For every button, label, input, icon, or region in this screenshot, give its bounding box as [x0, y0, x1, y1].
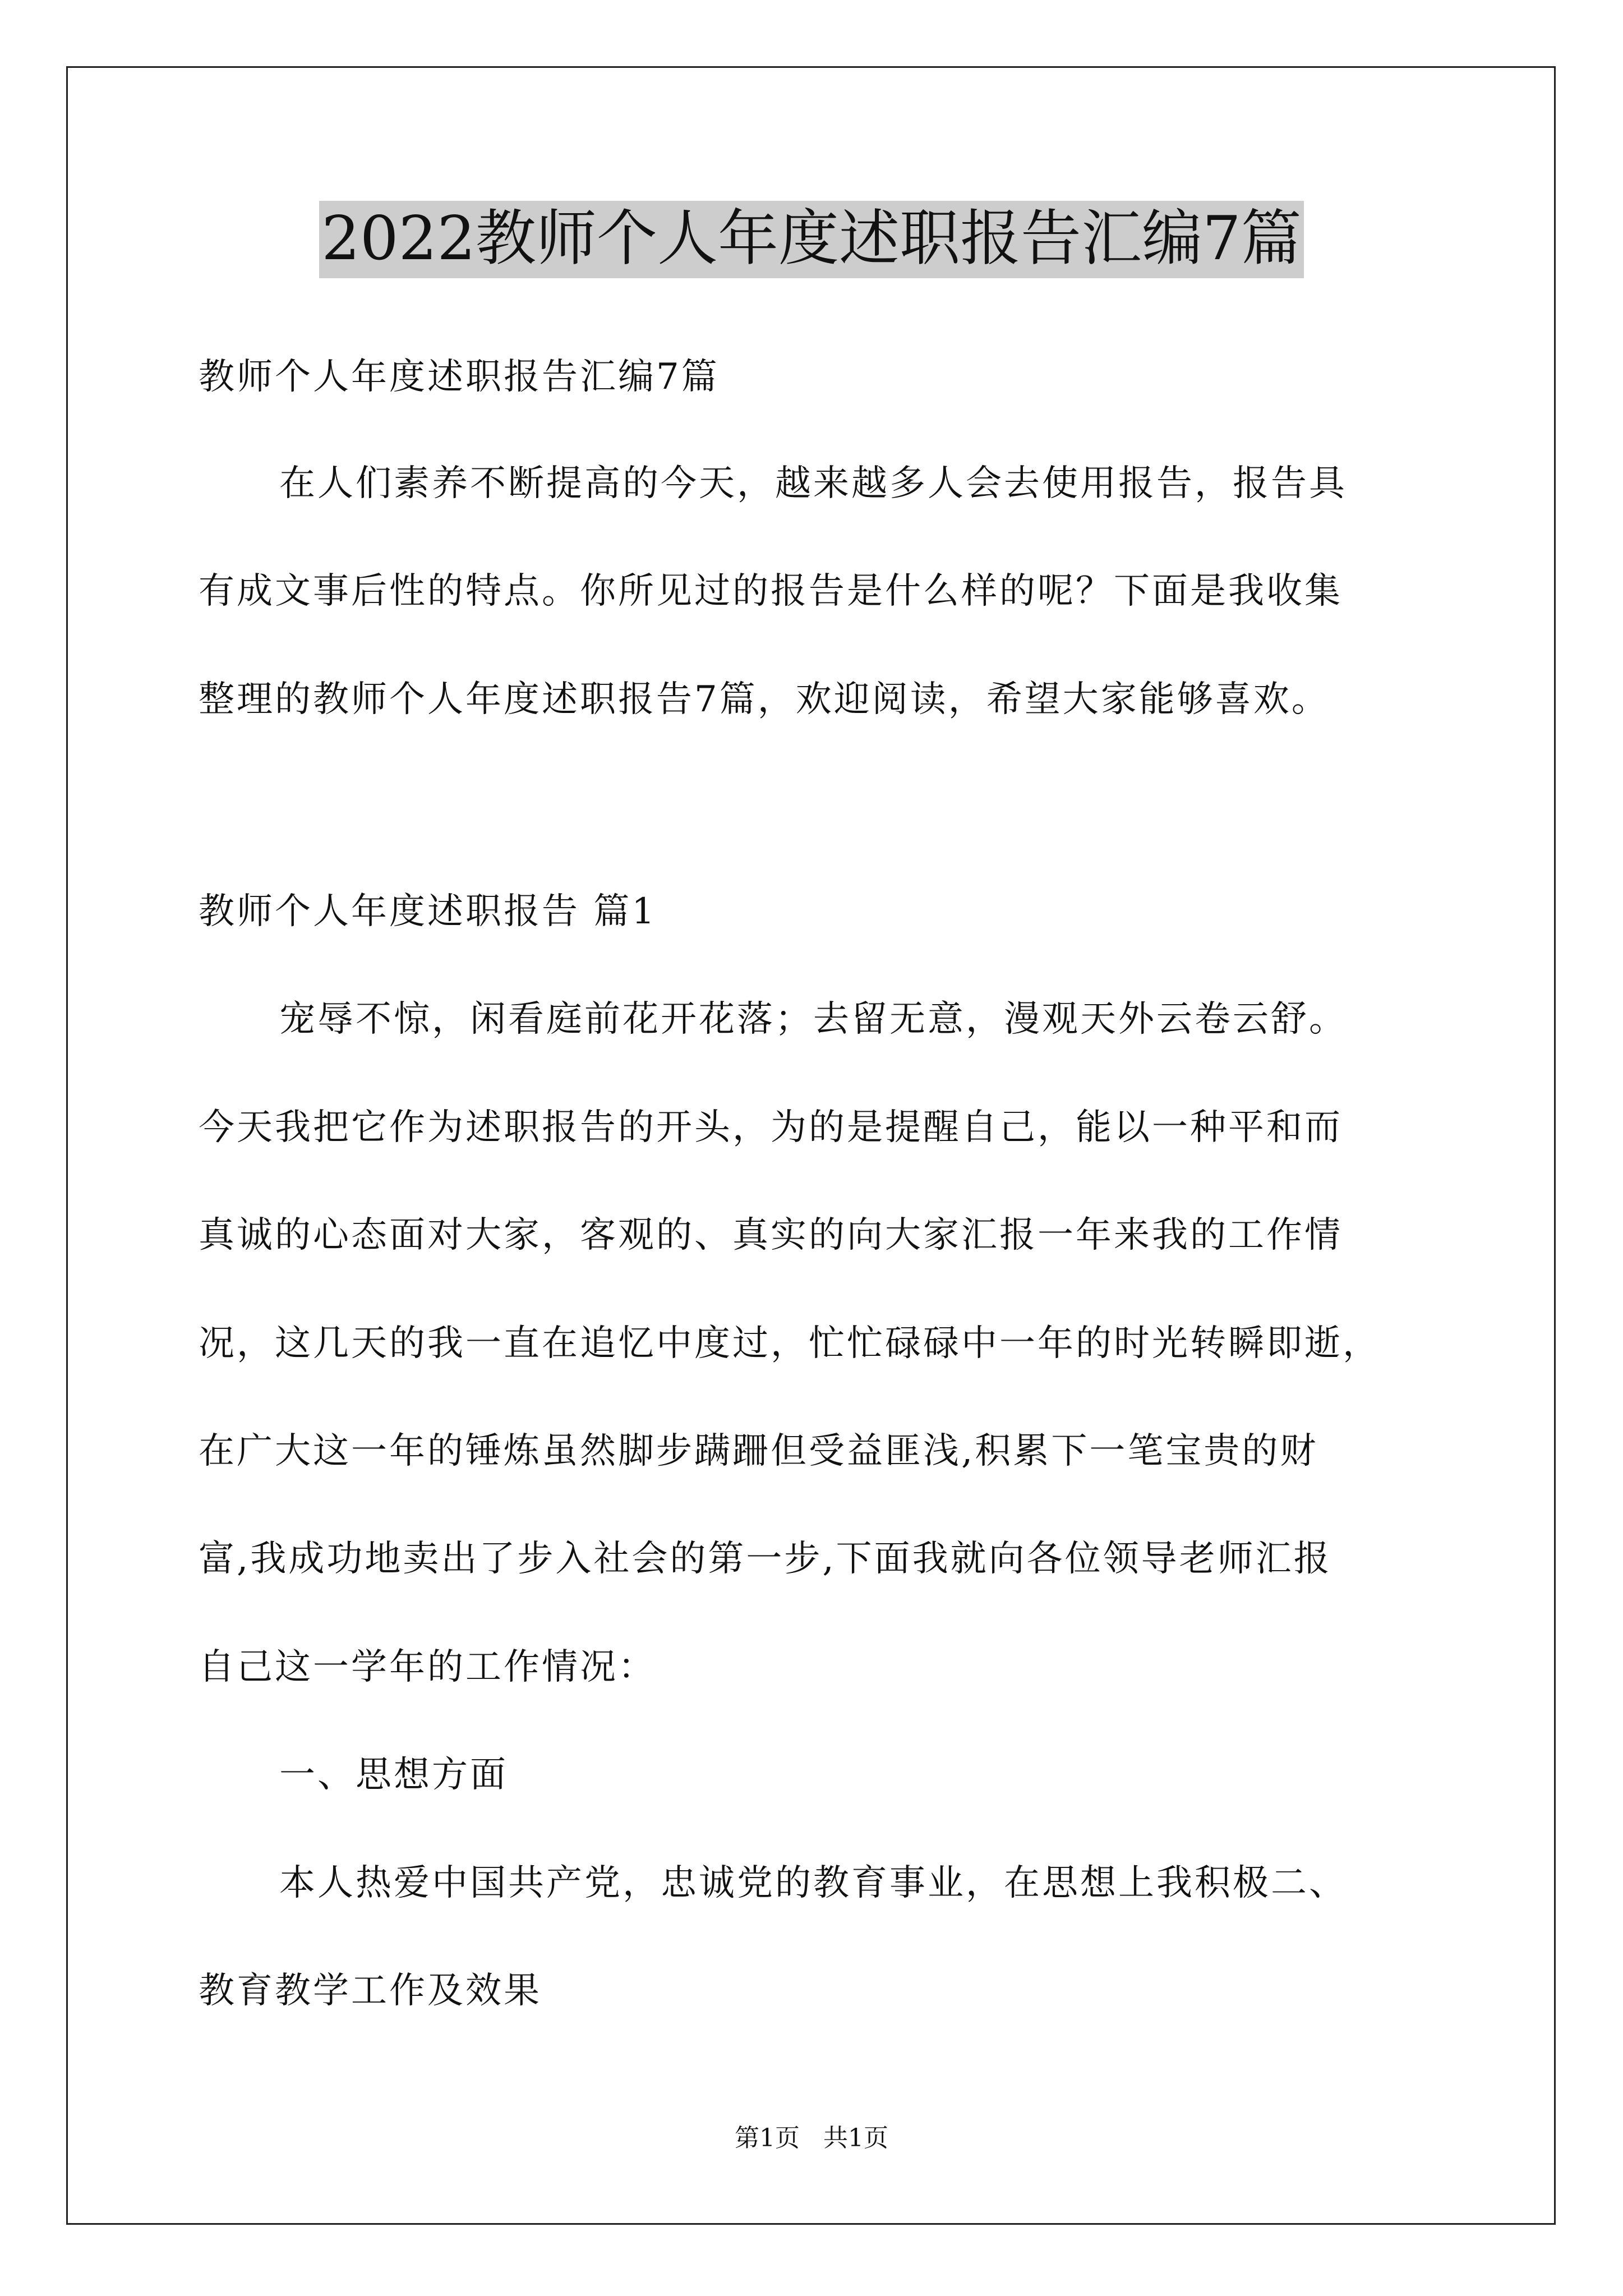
- page-number: 第1页 共1页: [735, 2124, 888, 2152]
- body-line-2: 今天我把它作为述职报告的开头，为的是提醒自己，能以一种平和而: [199, 1107, 1343, 1148]
- document-title: [0, 201, 1623, 278]
- document-subtitle: 教师个人年度述职报告汇编7篇: [199, 356, 720, 398]
- body-line-7: 自己这一学年的工作情况：: [199, 1646, 656, 1688]
- intro-line-3: 整理的教师个人年度述职报告7篇，欢迎阅读，希望大家能够喜欢。: [199, 679, 1330, 720]
- final-line-1: 本人热爱中国共产党，忠诚党的教育事业，在思想上我积极二、: [279, 1862, 1347, 1904]
- section-heading: 教师个人年度述职报告 篇1: [199, 891, 657, 932]
- document-title-text: 2022教师个人年度述职报告汇编7篇: [319, 201, 1304, 278]
- body-line-6: 富,我成功地卖出了步入社会的第一步,下面我就向各位领导老师汇报: [199, 1538, 1332, 1580]
- body-line-5: 在广大这一年的锤炼虽然脚步蹒跚但受益匪浅,积累下一笔宝贵的财: [199, 1430, 1318, 1472]
- final-line-2: 教育教学工作及效果: [199, 1970, 542, 2012]
- body-line-4: 况，这几天的我一直在追忆中度过，忙忙碌碌中一年的时光转瞬即逝，: [199, 1323, 1381, 1364]
- body-line-3: 真诚的心态面对大家，客观的、真实的向大家汇报一年来我的工作情: [199, 1214, 1343, 1256]
- intro-line-1: 在人们素养不断提高的今天，越来越多人会去使用报告，报告具: [279, 463, 1347, 504]
- body-line-1: 宠辱不惊，闲看庭前花开花落；去留无意，漫观天外云卷云舒。: [279, 999, 1347, 1040]
- sub-heading: 一、思想方面: [279, 1754, 508, 1796]
- intro-line-2: 有成文事后性的特点。你所见过的报告是什么样的呢？下面是我收集: [199, 570, 1343, 612]
